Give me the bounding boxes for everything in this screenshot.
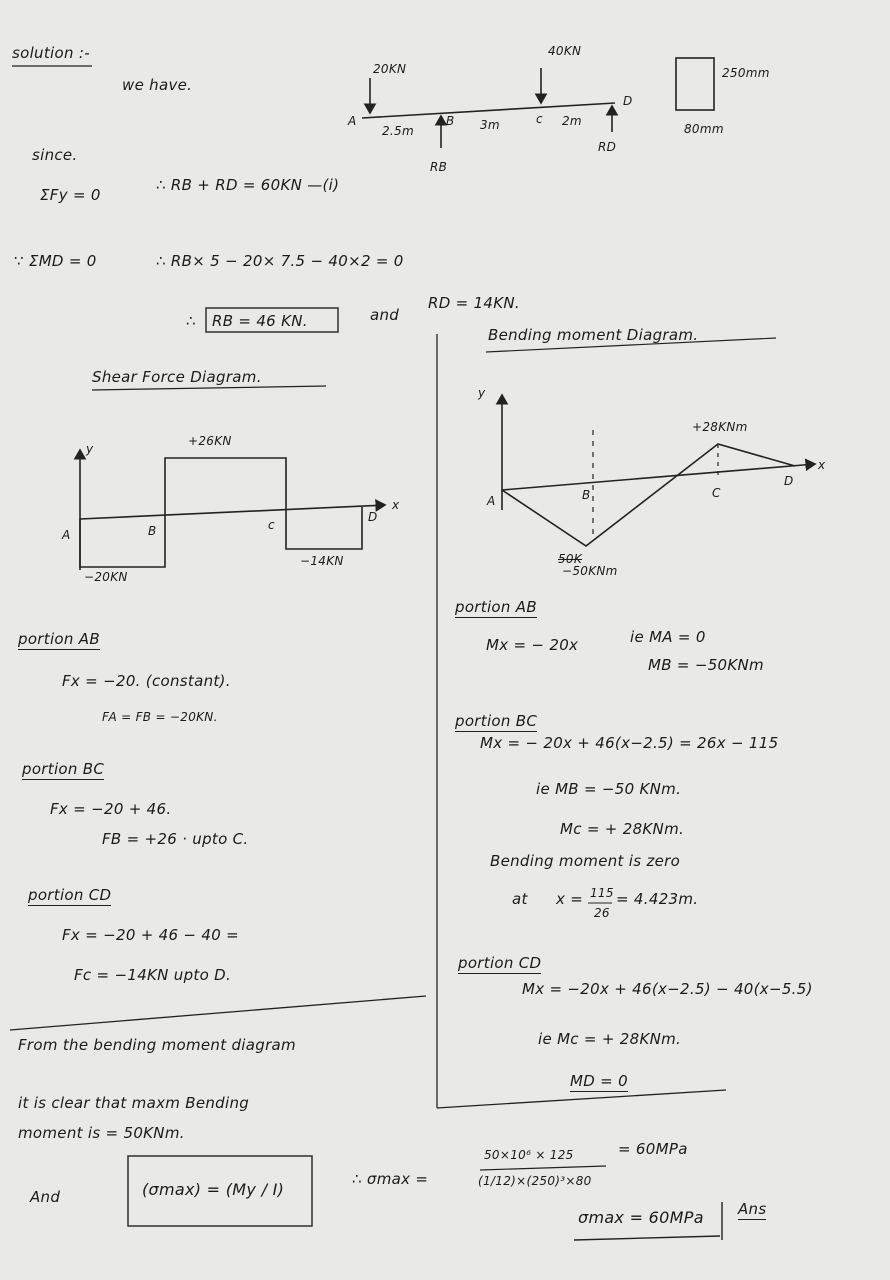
beam-point-d: D [623, 94, 633, 108]
sigma-max-label: ∴ σmax = [352, 1170, 429, 1188]
bmd-point-d: D [784, 474, 794, 488]
right-cd-line3: MD = 0 [570, 1072, 628, 1090]
right-bc-line2: ie MB = −50 KNm. [536, 780, 682, 798]
bmd-point-c: C [712, 486, 721, 500]
right-bc-frac-den: 26 [594, 906, 610, 920]
equation-2: ∴ RB× 5 − 20× 7.5 − 40×2 = 0 [156, 252, 404, 270]
bmd-curve [502, 444, 795, 546]
conclusion-line1: From the bending moment diagram [18, 1036, 296, 1054]
bmd-axis-x-label: x [818, 458, 826, 472]
load-40kn-label: 40KN [548, 44, 582, 58]
bending-moment-diagram [502, 395, 815, 546]
right-bc-at: at [512, 890, 528, 908]
sfd-point-d: D [368, 510, 378, 524]
conclusion-and: And [30, 1188, 61, 1206]
shear-force-diagram [80, 450, 385, 570]
right-ab-title: portion AB [455, 598, 537, 616]
left-cd-title: portion CD [28, 886, 112, 904]
sfd-x-axis [80, 505, 385, 519]
section-height-label: 250mm [722, 66, 770, 80]
sfd-value-ab: −20KN [84, 570, 128, 584]
bmd-value-b: −50KNm [562, 564, 618, 578]
sfd-point-a: A [62, 528, 71, 542]
span-ab-label: 2.5m [382, 124, 414, 138]
equation-1: ∴ RB + RD = 60KN —(i) [156, 176, 340, 194]
right-ab-line1: Mx = − 20x [486, 636, 579, 654]
left-bc-line2: FB = +26 · upto C. [102, 830, 249, 848]
right-bc-line4: Bending moment is zero [490, 852, 681, 870]
sum-fy: ΣFy = 0 [40, 186, 101, 204]
right-cd-line2: ie Mc = + 28KNm. [538, 1030, 682, 1048]
bmd-value-b-strike: 50K [558, 552, 583, 566]
sfd-axis-x-label: x [392, 498, 400, 512]
right-ab-line2: MB = −50KNm [648, 656, 764, 674]
stress-result: = 60MPa [618, 1140, 688, 1158]
fraction-bar [480, 1166, 606, 1170]
left-cd-line2: Fc = −14KN upto D. [74, 966, 232, 984]
sfd-title-underline [92, 386, 326, 390]
reaction-d-label: RD [598, 140, 617, 154]
bmd-value-c: +28KNm [692, 420, 748, 434]
conclusion-line2: it is clear that maxm Bending [18, 1094, 250, 1112]
load-20kn-label: 20KN [373, 62, 407, 76]
bmd-axis-y-label: y [478, 386, 486, 400]
since-text: since. [32, 146, 78, 164]
left-cd-line1: Fx = −20 + 46 − 40 = [62, 926, 239, 944]
span-cd-label: 2m [562, 114, 582, 128]
reaction-b-label: RB [430, 160, 448, 174]
span-bc-label: 3m [480, 118, 500, 132]
answer-mark: Ans [738, 1200, 767, 1218]
left-ab-title: portion AB [18, 630, 100, 648]
right-bc-line3: Mc = + 28KNm. [560, 820, 685, 838]
final-answer: σmax = 60MPa [578, 1208, 704, 1227]
section-width-label: 80mm [684, 122, 724, 136]
result-prefix: ∴ [186, 312, 196, 330]
bmd-x-axis [502, 464, 815, 490]
sfd-region-cd [286, 507, 362, 549]
sfd-axis-y-label: y [86, 442, 94, 456]
bmd-title: Bending moment Diagram. [488, 326, 699, 344]
final-answer-underline [574, 1236, 720, 1240]
right-bc-title: portion BC [455, 712, 538, 730]
beam-point-b: B [446, 114, 455, 128]
left-bc-line1: Fx = −20 + 46. [50, 800, 172, 818]
sfd-point-b: B [148, 524, 157, 538]
right-bc-line1: Mx = − 20x + 46(x−2.5) = 26x − 115 [480, 734, 779, 752]
stress-numerator: 50×10⁶ × 125 [484, 1148, 574, 1162]
sfd-point-c: c [268, 518, 275, 532]
right-ab-ie: ie MA = 0 [630, 628, 706, 646]
sum-md: ∵ ΣMD = 0 [14, 252, 97, 270]
sfd-title: Shear Force Diagram. [92, 368, 262, 386]
stress-formula: (σmax) = (My / I) [142, 1180, 285, 1199]
intro-text: we have. [122, 76, 193, 94]
sfd-value-bc: +26KN [188, 434, 232, 448]
right-bc-x: x = [556, 890, 584, 908]
beam-point-c: c [536, 112, 543, 126]
left-ab-line1: Fx = −20. (constant). [62, 672, 231, 690]
right-cd-title: portion CD [458, 954, 542, 972]
bmd-point-b: B [582, 488, 591, 502]
left-bc-title: portion BC [22, 760, 105, 778]
and-text: and [370, 306, 400, 324]
rd-result: RD = 14KN. [428, 294, 520, 312]
rb-result: RB = 46 KN. [212, 312, 308, 330]
right-bc-frac-num: 115 [590, 886, 614, 900]
solution-heading: solution :- [12, 44, 90, 62]
sfd-value-cd: −14KN [300, 554, 344, 568]
beam-point-a: A [348, 114, 357, 128]
section-divider-left [10, 996, 426, 1030]
stress-denominator: (1/12)×(250)³×80 [478, 1174, 592, 1188]
conclusion-line3: moment is = 50KNm. [18, 1124, 185, 1142]
bmd-point-a: A [487, 494, 496, 508]
section-divider-right [437, 1090, 726, 1108]
right-bc-result: = 4.423m. [616, 890, 699, 908]
cross-section [676, 58, 714, 110]
left-ab-line2: FA = FB = −20KN. [102, 710, 218, 724]
right-cd-line1: Mx = −20x + 46(x−2.5) − 40(x−5.5) [522, 980, 813, 998]
